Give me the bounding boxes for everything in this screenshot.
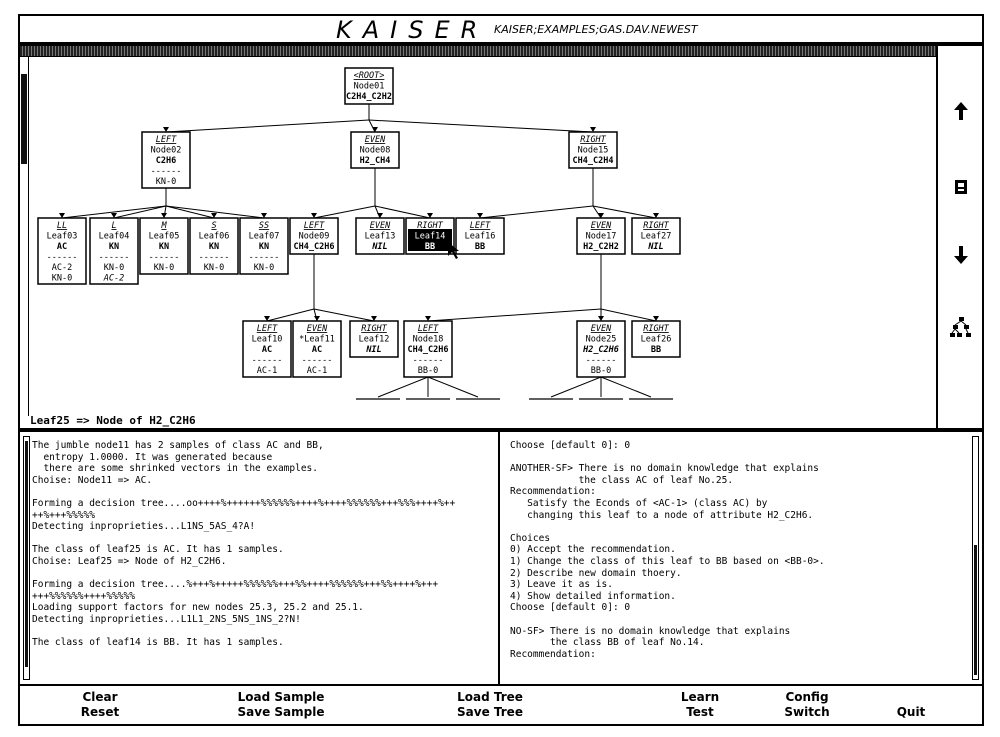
console-line: 3) Leave it as is. <box>510 579 613 591</box>
tree-node-l04[interactable] <box>90 218 138 284</box>
node-label: AC <box>311 345 323 355</box>
tree-edges <box>163 104 596 132</box>
node-label: BB-0 <box>590 366 612 376</box>
node-label: ------ <box>301 355 333 366</box>
console-line: Choose [default 0]: 0 <box>510 602 631 614</box>
config-button[interactable]: Config <box>785 690 829 704</box>
console-line: Recommendation: <box>510 648 596 660</box>
tree-edges <box>425 254 659 321</box>
reset-button[interactable]: Reset <box>80 705 120 719</box>
tree-node-l11[interactable] <box>293 321 341 377</box>
node-label: CH4_C2H6 <box>407 345 449 355</box>
tree-node-l06[interactable] <box>190 218 238 274</box>
node-label: AC-1 <box>306 366 328 376</box>
node-label: KN-0 <box>51 273 73 284</box>
side-toolbar <box>938 44 984 430</box>
node-label: BB <box>474 242 486 252</box>
app-title: KAISER <box>336 16 489 44</box>
clear-button[interactable]: Clear <box>82 690 118 704</box>
node-label: ------ <box>248 252 280 263</box>
node-label: AC-2 <box>51 263 73 273</box>
console-line: the class AC of leaf No.25. <box>510 474 734 486</box>
console-line: Detecting inproprieties...L1NS_5AS_4?A! <box>32 521 256 533</box>
tree-node-n15[interactable] <box>569 132 617 168</box>
node-label: Node09 <box>298 231 330 242</box>
node-label: ------ <box>251 355 283 366</box>
console-line: entropy 1.0000. It was generated because <box>32 451 273 463</box>
node-label: KN-0 <box>155 177 177 187</box>
node-label: C2H6 <box>155 156 177 166</box>
console-line: 2) Describe new domain thoery. <box>510 567 682 579</box>
tree-edges <box>59 188 267 218</box>
node-label: AC <box>261 345 273 355</box>
node-label: M <box>161 221 167 231</box>
node-label: KN-0 <box>153 263 175 273</box>
console-line <box>32 533 455 545</box>
node-label: EVEN <box>369 221 391 231</box>
node-label: AC <box>56 242 68 252</box>
node-label: CH4_C2H4 <box>572 156 614 166</box>
title-bar <box>18 14 984 44</box>
node-label: NIL <box>372 242 388 252</box>
node-label: BB-0 <box>417 366 439 376</box>
node-label: BB <box>650 345 662 355</box>
console-line: Choices <box>510 532 551 544</box>
node-label: EVEN <box>364 135 386 145</box>
switch-button[interactable]: Switch <box>784 705 830 719</box>
tree-node-l12[interactable] <box>350 321 398 357</box>
node-label: Leaf10 <box>251 334 283 345</box>
node-label: ------ <box>46 252 78 263</box>
console-line: The class of leaf14 is BB. It has 1 samples. <box>32 637 284 649</box>
tree-edges <box>529 377 673 399</box>
node-label: H2_C2H2 <box>583 242 619 252</box>
console-line: Satisfy the Econds of <AC-1> (class AC) by <box>510 497 768 509</box>
save-tree-button[interactable]: Save Tree <box>457 705 523 719</box>
console-line: Detecting inproprieties...L1L1_2NS_5NS_1NS_2?N! <box>32 613 301 625</box>
tree-node-l03[interactable] <box>38 218 86 284</box>
console-line: changing this leaf to a node of attribute H2_C2H6. <box>510 509 814 521</box>
node-label: H2_C2H6 <box>583 345 619 355</box>
console-line: Forming a decision tree....%+++%+++++%%%%%%+++%%++++%%%%%%+++%%++++%+++ <box>32 579 439 591</box>
down-arrow-icon[interactable] <box>948 242 974 268</box>
left-console-scrollbar[interactable] <box>23 436 30 680</box>
node-label: *Leaf11 <box>299 334 335 345</box>
node-label: <ROOT> <box>353 71 385 81</box>
node-label: ------ <box>148 252 180 263</box>
node-label: RIGHT <box>361 324 387 334</box>
node-label: Node02 <box>150 145 182 156</box>
console-line: ++%+++%%%%% <box>32 509 95 521</box>
message-console-right[interactable] <box>500 430 984 686</box>
node-label: KN <box>158 242 170 252</box>
console-line: ANOTHER-SF> There is no domain knowledge that explains <box>510 463 819 475</box>
node-label: Node18 <box>412 334 444 345</box>
node-label: KN-0 <box>253 263 275 273</box>
decision-tree[interactable] <box>20 46 936 428</box>
console-line: NO-SF> There is no domain knowledge that explains <box>510 625 791 637</box>
console-line: Loading support factors for new nodes 25.3, 25.2 and 25.1. <box>32 602 364 614</box>
console-line: The class of leaf25 is AC. It has 1 samples. <box>32 544 284 556</box>
node-label: Node25 <box>585 334 617 345</box>
node-label: Leaf04 <box>98 231 130 242</box>
node-label: ------ <box>585 355 617 366</box>
console-line: 1) Change the class of this leaf to BB based on <BB-0>. <box>510 555 825 567</box>
node-label: ------ <box>412 355 444 366</box>
page-icon[interactable] <box>948 174 974 200</box>
tree-edges <box>477 168 659 218</box>
save-sample-button[interactable]: Save Sample <box>237 705 325 719</box>
console-line: Choose [default 0]: 0 <box>510 440 631 451</box>
node-label: ------ <box>150 166 182 177</box>
console-line <box>32 568 455 580</box>
tree-edges <box>311 168 433 218</box>
quit-button[interactable]: Quit <box>896 705 926 719</box>
message-console-left[interactable] <box>18 430 500 686</box>
tree-icon[interactable] <box>948 316 974 342</box>
node-label: Leaf26 <box>640 334 672 345</box>
scroll-thumb[interactable] <box>974 545 977 675</box>
node-label: Leaf13 <box>364 231 396 242</box>
console-line: 4) Show detailed information. <box>510 590 676 602</box>
node-label: Leaf06 <box>198 231 230 242</box>
node-label: KN-0 <box>203 263 225 273</box>
node-label: AC-1 <box>256 366 278 376</box>
node-label: Node17 <box>585 231 617 242</box>
node-label: C2H4_C2H2 <box>345 92 393 102</box>
right-console-text <box>510 440 825 660</box>
tree-node-n09[interactable] <box>290 218 338 254</box>
console-line: the class BB of leaf No.14. <box>510 637 705 649</box>
tree-node-l26[interactable] <box>632 321 680 357</box>
console-line: there are some shrinked vectors in the examples. <box>32 463 318 475</box>
node-label: Leaf07 <box>248 231 280 242</box>
node-label: LL <box>56 221 68 231</box>
node-label: Leaf16 <box>464 231 496 242</box>
node-label: ------ <box>98 252 130 263</box>
node-label: LEFT <box>155 135 177 145</box>
learn-button[interactable]: Learn <box>680 690 720 704</box>
node-label: EVEN <box>590 324 612 334</box>
node-label: S <box>211 221 217 231</box>
tree-node-n02[interactable] <box>142 132 190 188</box>
tree-node-n18[interactable] <box>404 321 452 377</box>
node-label: SS <box>258 221 270 231</box>
tree-node-n25[interactable] <box>577 321 625 377</box>
command-menu-bar <box>18 686 984 726</box>
console-line: +++%%%%%%++++%%%%% <box>32 590 135 602</box>
console-line: Forming a decision tree....oo++++%++++++%%%%%%++++%++++%%%%%%+++%%%++++%++ <box>32 497 456 509</box>
tree-node-l05[interactable] <box>140 218 188 274</box>
node-label: LEFT <box>417 324 439 334</box>
up-arrow-icon[interactable] <box>948 98 974 124</box>
load-sample-button[interactable]: Load Sample <box>237 690 325 704</box>
node-label: Node08 <box>359 145 391 156</box>
tree-node-n17[interactable] <box>577 218 625 254</box>
node-label: Node15 <box>577 145 609 156</box>
node-label: Leaf12 <box>358 334 390 345</box>
file-path: KAISER;EXAMPLES;GAS.DAV.NEWEST <box>494 23 698 36</box>
test-button[interactable]: Test <box>686 705 714 719</box>
node-label: KN <box>258 242 270 252</box>
console-line: The jumble node11 has 2 samples of class AC and BB, <box>32 440 324 451</box>
console-line: Choise: Leaf25 => Node of H2_C2H6. <box>32 555 227 567</box>
node-label: EVEN <box>306 324 328 334</box>
node-label: LEFT <box>256 324 278 334</box>
node-label: ------ <box>198 252 230 263</box>
node-label: Leaf03 <box>46 231 78 242</box>
left-console-text <box>32 440 455 649</box>
node-label: KN <box>208 242 220 252</box>
node-label: LEFT <box>469 221 491 231</box>
node-label: RIGHT <box>417 221 443 231</box>
node-label: KN-0 <box>103 263 125 273</box>
tree-node-l10[interactable] <box>243 321 291 377</box>
tree-node-l14[interactable] <box>406 218 454 254</box>
console-line <box>510 521 825 533</box>
tree-view-panel[interactable] <box>18 44 938 430</box>
console-line <box>32 486 455 498</box>
node-label: EVEN <box>590 221 612 231</box>
console-line <box>510 452 825 464</box>
console-line <box>510 614 825 626</box>
console-line: Choise: Node11 => AC. <box>32 474 153 486</box>
console-line: 0) Accept the recommendation. <box>510 544 676 556</box>
node-label: Leaf14 <box>414 231 446 242</box>
node-label: LEFT <box>303 221 325 231</box>
node-label: KN <box>108 242 120 252</box>
scroll-thumb[interactable] <box>25 441 28 667</box>
right-console-scrollbar[interactable] <box>972 436 979 680</box>
node-label: Node01 <box>353 81 385 92</box>
node-label: AC-2 <box>103 273 125 284</box>
tree-node-l13[interactable] <box>356 218 404 254</box>
tree-status-line: Leaf25 => Node of H2_C2H6 <box>30 414 196 427</box>
node-label: CH4_C2H6 <box>293 242 335 252</box>
node-label: NIL <box>648 242 664 252</box>
node-label: Leaf27 <box>640 231 672 242</box>
tree-node-root[interactable] <box>345 68 393 104</box>
tree-node-l07[interactable] <box>240 218 288 274</box>
tree-node-n08[interactable] <box>351 132 399 168</box>
console-line <box>32 626 455 638</box>
node-label: Leaf05 <box>148 231 180 242</box>
node-label: H2_CH4 <box>359 156 391 166</box>
tree-node-l27[interactable] <box>632 218 680 254</box>
tree-node-l16[interactable] <box>456 218 504 254</box>
load-tree-button[interactable]: Load Tree <box>457 690 523 704</box>
node-label: BB <box>424 242 436 252</box>
tree-edges <box>356 377 500 399</box>
node-label: NIL <box>366 345 382 355</box>
console-line: Recommendation: <box>510 486 596 498</box>
node-label: L <box>111 221 117 231</box>
node-label: RIGHT <box>643 221 669 231</box>
node-label: RIGHT <box>580 135 606 145</box>
node-label: RIGHT <box>643 324 669 334</box>
